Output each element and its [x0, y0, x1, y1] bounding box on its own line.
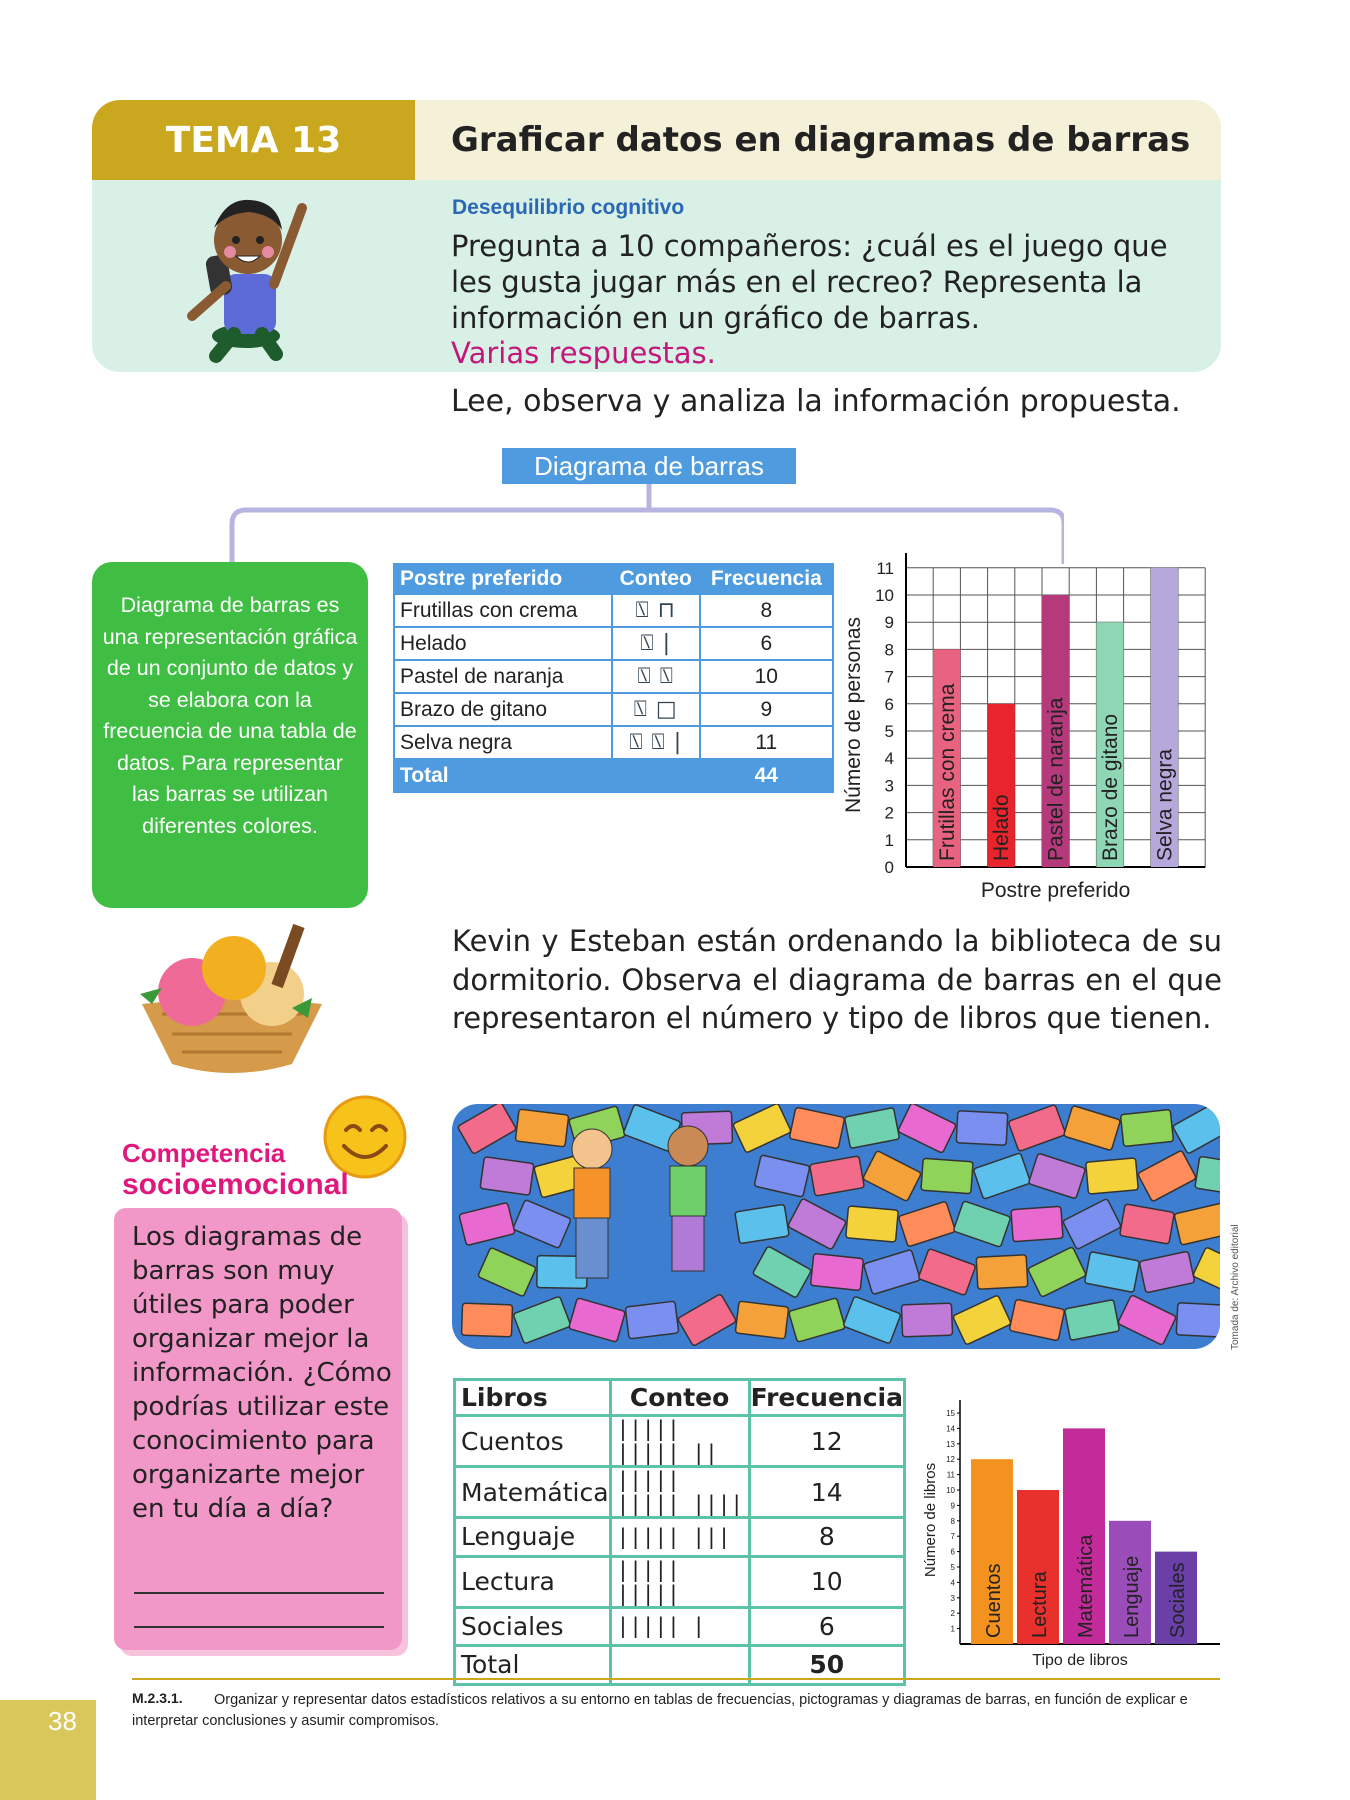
book-shape [973, 1153, 1031, 1200]
book-shape [898, 1104, 957, 1153]
table-row [394, 726, 833, 759]
book-type: Lenguaje [455, 1518, 611, 1557]
column-header: Postre preferido [394, 564, 612, 594]
book-shape [513, 1200, 572, 1249]
book-shape [461, 1303, 512, 1337]
topic-number-badge: TEMA 13 [92, 100, 415, 180]
y-axis-label: Número de personas [842, 616, 865, 814]
book-shape [735, 1301, 789, 1339]
books-frequency-table [453, 1378, 906, 1686]
table-row [394, 627, 833, 660]
tally-marks: ||||| ||||| |||| [610, 1467, 749, 1518]
frequency-value: 11 [700, 726, 833, 759]
y-tick-label: 3 [884, 776, 894, 796]
book-shape [569, 1298, 626, 1343]
reflection-text: Los diagramas de barras son muy útiles para poder organizar mejor la información. ¿Cómo podrías utilizar este conocimiento para organizarte mejor en tu día a día? [132, 1222, 392, 1524]
footer-divider [132, 1678, 1220, 1680]
x-axis-label: Tipo de libros [1032, 1652, 1128, 1669]
books-bar-chart [920, 1390, 1230, 1670]
y-tick-label: 9 [950, 1501, 955, 1511]
y-axis-label: Número de libros [922, 1462, 939, 1578]
frequency-value: 10 [749, 1556, 904, 1607]
book-type: Sociales [455, 1607, 611, 1646]
concept-label: Diagrama de barras [502, 448, 796, 484]
book-shape [810, 1156, 865, 1196]
book-shape [789, 1107, 845, 1149]
book-shape [843, 1296, 901, 1344]
instruction-text: Lee, observa y analiza la información propuesta. [451, 384, 1181, 419]
y-tick-label: 4 [884, 749, 894, 769]
book-shape [515, 1109, 569, 1147]
y-tick-label: 9 [884, 613, 894, 633]
book-shape [1172, 1104, 1220, 1154]
y-tick-label: 6 [884, 694, 894, 714]
y-tick-label: 1 [884, 830, 894, 850]
y-tick-label: 4 [950, 1578, 955, 1588]
book-shape [898, 1201, 955, 1247]
table-row [455, 1416, 905, 1467]
book-shape [625, 1301, 679, 1339]
book-shape [1139, 1251, 1195, 1293]
total-value: 44 [700, 759, 833, 792]
intro-answer: Varias respuestas. [451, 336, 716, 370]
book-type: Cuentos [455, 1416, 611, 1467]
book-shape [1063, 1105, 1120, 1150]
book-shape [1174, 1203, 1220, 1245]
book-shape [953, 1201, 1011, 1248]
book-shape [1062, 1198, 1121, 1249]
frequency-value: 9 [700, 693, 833, 726]
y-tick-label: 3 [950, 1593, 955, 1603]
y-tick-label: 8 [950, 1516, 955, 1526]
book-shape [754, 1155, 810, 1197]
book-shape [789, 1298, 846, 1343]
y-tick-label: 11 [876, 558, 894, 578]
dessert-name: Frutillas con crema [394, 594, 612, 627]
book-shape [810, 1253, 863, 1290]
y-tick-label: 2 [950, 1609, 955, 1619]
dessert-name: Pastel de naranja [394, 660, 612, 693]
competencia-title: Competencia [122, 1138, 286, 1168]
frequency-value: 6 [749, 1607, 904, 1646]
book-shape [1137, 1150, 1196, 1202]
book-shape [752, 1246, 811, 1298]
page-number: 38 [48, 1706, 77, 1736]
child-head [572, 1129, 612, 1169]
curriculum-objective: Organizar y representar datos estadísticos relativos a su entorno en tablas de frecuencias, pictogramas y diagramas de barras, en función de explicar e interpretar conclusiones y asumir compromisos. [132, 1692, 1188, 1729]
y-tick-label: 10 [946, 1486, 955, 1495]
y-tick-label: 10 [875, 586, 894, 605]
child-legs [672, 1216, 704, 1271]
bar-label: Cuentos [983, 1563, 1005, 1638]
y-tick-label: 7 [950, 1532, 955, 1542]
book-shape [918, 1248, 976, 1295]
bar-label: Sociales [1167, 1562, 1189, 1638]
table-row [455, 1607, 905, 1646]
table-row [455, 1556, 905, 1607]
frequency-value: 10 [700, 660, 833, 693]
book-shape [956, 1111, 1008, 1146]
bar-label: Lenguaje [1121, 1555, 1143, 1638]
y-tick-label: 1 [950, 1624, 955, 1634]
book-shape [1084, 1252, 1139, 1293]
bar-label: Selva negra [1153, 748, 1177, 861]
book-shape [735, 1204, 789, 1243]
bar-label: Lectura [1029, 1571, 1051, 1638]
frequency-value: 6 [700, 627, 833, 660]
tally-marks: ||||| ||| [610, 1518, 749, 1557]
bar-label: Helado [990, 794, 1014, 861]
tally-marks: ||||| ||||| [610, 1556, 749, 1607]
tally-marks: ⍂ □ [612, 693, 700, 726]
tally-marks: ⍂ ⍂ | [612, 726, 700, 759]
book-shape [901, 1303, 952, 1337]
table-row [455, 1467, 905, 1518]
frequency-value: 8 [700, 594, 833, 627]
frequency-value: 14 [749, 1467, 904, 1518]
frequency-value: 12 [749, 1416, 904, 1467]
book-shape [1008, 1104, 1066, 1151]
total-label: Total [394, 759, 612, 792]
y-tick-label: 13 [946, 1439, 955, 1449]
table-row [394, 594, 833, 627]
book-shape [1011, 1206, 1063, 1241]
reflection-box [114, 1208, 402, 1650]
y-tick-label: 5 [884, 722, 894, 741]
child-body [574, 1168, 610, 1218]
bar-label: Matemática [1075, 1534, 1097, 1638]
y-tick-label: 7 [884, 667, 894, 687]
dessert-name: Selva negra [394, 726, 612, 759]
book-shape [513, 1296, 571, 1344]
y-tick-label: 2 [884, 803, 894, 823]
book-shape [1118, 1295, 1177, 1346]
bar-label: Pastel de naranja [1044, 697, 1068, 861]
y-tick-label: 11 [946, 1470, 955, 1480]
intro-question: Pregunta a 10 compañeros: ¿cuál es el juego que les gusta jugar más en el recreo? Representa la información en un gráfico de barras. [451, 229, 1168, 335]
book-shape [863, 1249, 920, 1294]
book-shape [844, 1108, 899, 1149]
book-shape [1064, 1300, 1119, 1341]
book-shape [976, 1255, 1028, 1290]
book-shape [457, 1104, 516, 1154]
book-shape [1193, 1247, 1220, 1297]
tally-marks: ⍂ ⍂ [612, 660, 700, 693]
tally-marks: ⍂ | [612, 627, 700, 660]
bar-label: Frutillas con crema [935, 683, 959, 861]
tally-marks: ||||| | [610, 1607, 749, 1646]
total-value: 50 [809, 1650, 845, 1680]
book-shape [1028, 1153, 1085, 1199]
book-shape [1120, 1109, 1173, 1146]
book-type: Matemática [455, 1467, 611, 1518]
book-type: Lectura [455, 1556, 611, 1607]
books-illustration [452, 1104, 1220, 1349]
dessert-name: Brazo de gitano [394, 693, 612, 726]
total-row [394, 759, 833, 792]
image-credit: Tomada de: Archivo editorial [1230, 1224, 1241, 1350]
answer-line[interactable] [134, 1592, 384, 1594]
book-shape [1120, 1204, 1175, 1244]
child-body [670, 1166, 706, 1216]
table-row [394, 693, 833, 726]
book-shape [862, 1150, 921, 1201]
book-shape [733, 1104, 792, 1153]
book-shape [677, 1294, 736, 1347]
frequency-value: 8 [749, 1518, 904, 1557]
y-tick-label: 15 [946, 1409, 955, 1418]
ice-cream-illustration [132, 924, 332, 1084]
y-tick-label: 6 [950, 1547, 955, 1557]
table-row [455, 1518, 905, 1557]
column-header: Conteo [612, 564, 700, 594]
dessert-frequency-table [393, 563, 834, 793]
book-shape [921, 1158, 973, 1193]
book-shape [1086, 1158, 1139, 1194]
problem-statement: Kevin y Esteban están ordenando la biblioteca de su dormitorio. Observa el diagrama de barras en el que representaron el número y tipo de libros que tienen. [452, 924, 1222, 1035]
table-row [394, 660, 833, 693]
book-shape [1195, 1156, 1220, 1195]
book-shape [953, 1295, 1012, 1345]
y-tick-label: 5 [950, 1563, 955, 1572]
tally-marks: ⍂ ⊓ [612, 594, 700, 627]
book-shape [846, 1206, 899, 1242]
tally-marks: ||||| ||||| || [610, 1416, 749, 1467]
child-legs [576, 1218, 608, 1278]
page-title: Graficar datos en diagramas de barras [415, 100, 1221, 180]
column-header: Conteo [610, 1380, 749, 1416]
book-shape [480, 1157, 534, 1196]
y-tick-label: 12 [946, 1455, 955, 1465]
total-label: Total [455, 1646, 611, 1685]
book-shape [478, 1247, 537, 1297]
book-shape [1176, 1303, 1220, 1338]
y-tick-label: 8 [884, 640, 894, 660]
child-head [668, 1126, 708, 1166]
definition-box: Diagrama de barras es una representación gráfica de un conjunto de datos y se elabora con la frecuencia de una tabla de datos. Para representar las barras se utilizan diferentes colores. [92, 562, 368, 908]
scattered-books-drawing [452, 1104, 1220, 1349]
section-heading: Desequilibrio cognitivo [452, 196, 685, 219]
answer-line[interactable] [134, 1626, 384, 1628]
curriculum-code: M.2.3.1. [132, 1690, 183, 1706]
book-shape [787, 1198, 846, 1250]
dessert-bar-chart [840, 545, 1220, 910]
y-tick-label: 14 [946, 1424, 955, 1434]
column-header: Frecuencia [749, 1380, 904, 1416]
competencia-subtitle: socioemocional [122, 1168, 349, 1201]
dessert-name: Helado [394, 627, 612, 660]
y-tick-label: 0 [884, 858, 894, 877]
book-shape [1028, 1247, 1087, 1298]
boy-illustration [186, 186, 316, 366]
book-shape [1009, 1299, 1065, 1341]
column-header: Frecuencia [700, 564, 833, 594]
bar-label: Brazo de gitano [1099, 713, 1122, 861]
book-shape [459, 1202, 515, 1245]
x-axis-label: Postre preferido [980, 879, 1131, 902]
column-header: Libros [455, 1380, 611, 1416]
